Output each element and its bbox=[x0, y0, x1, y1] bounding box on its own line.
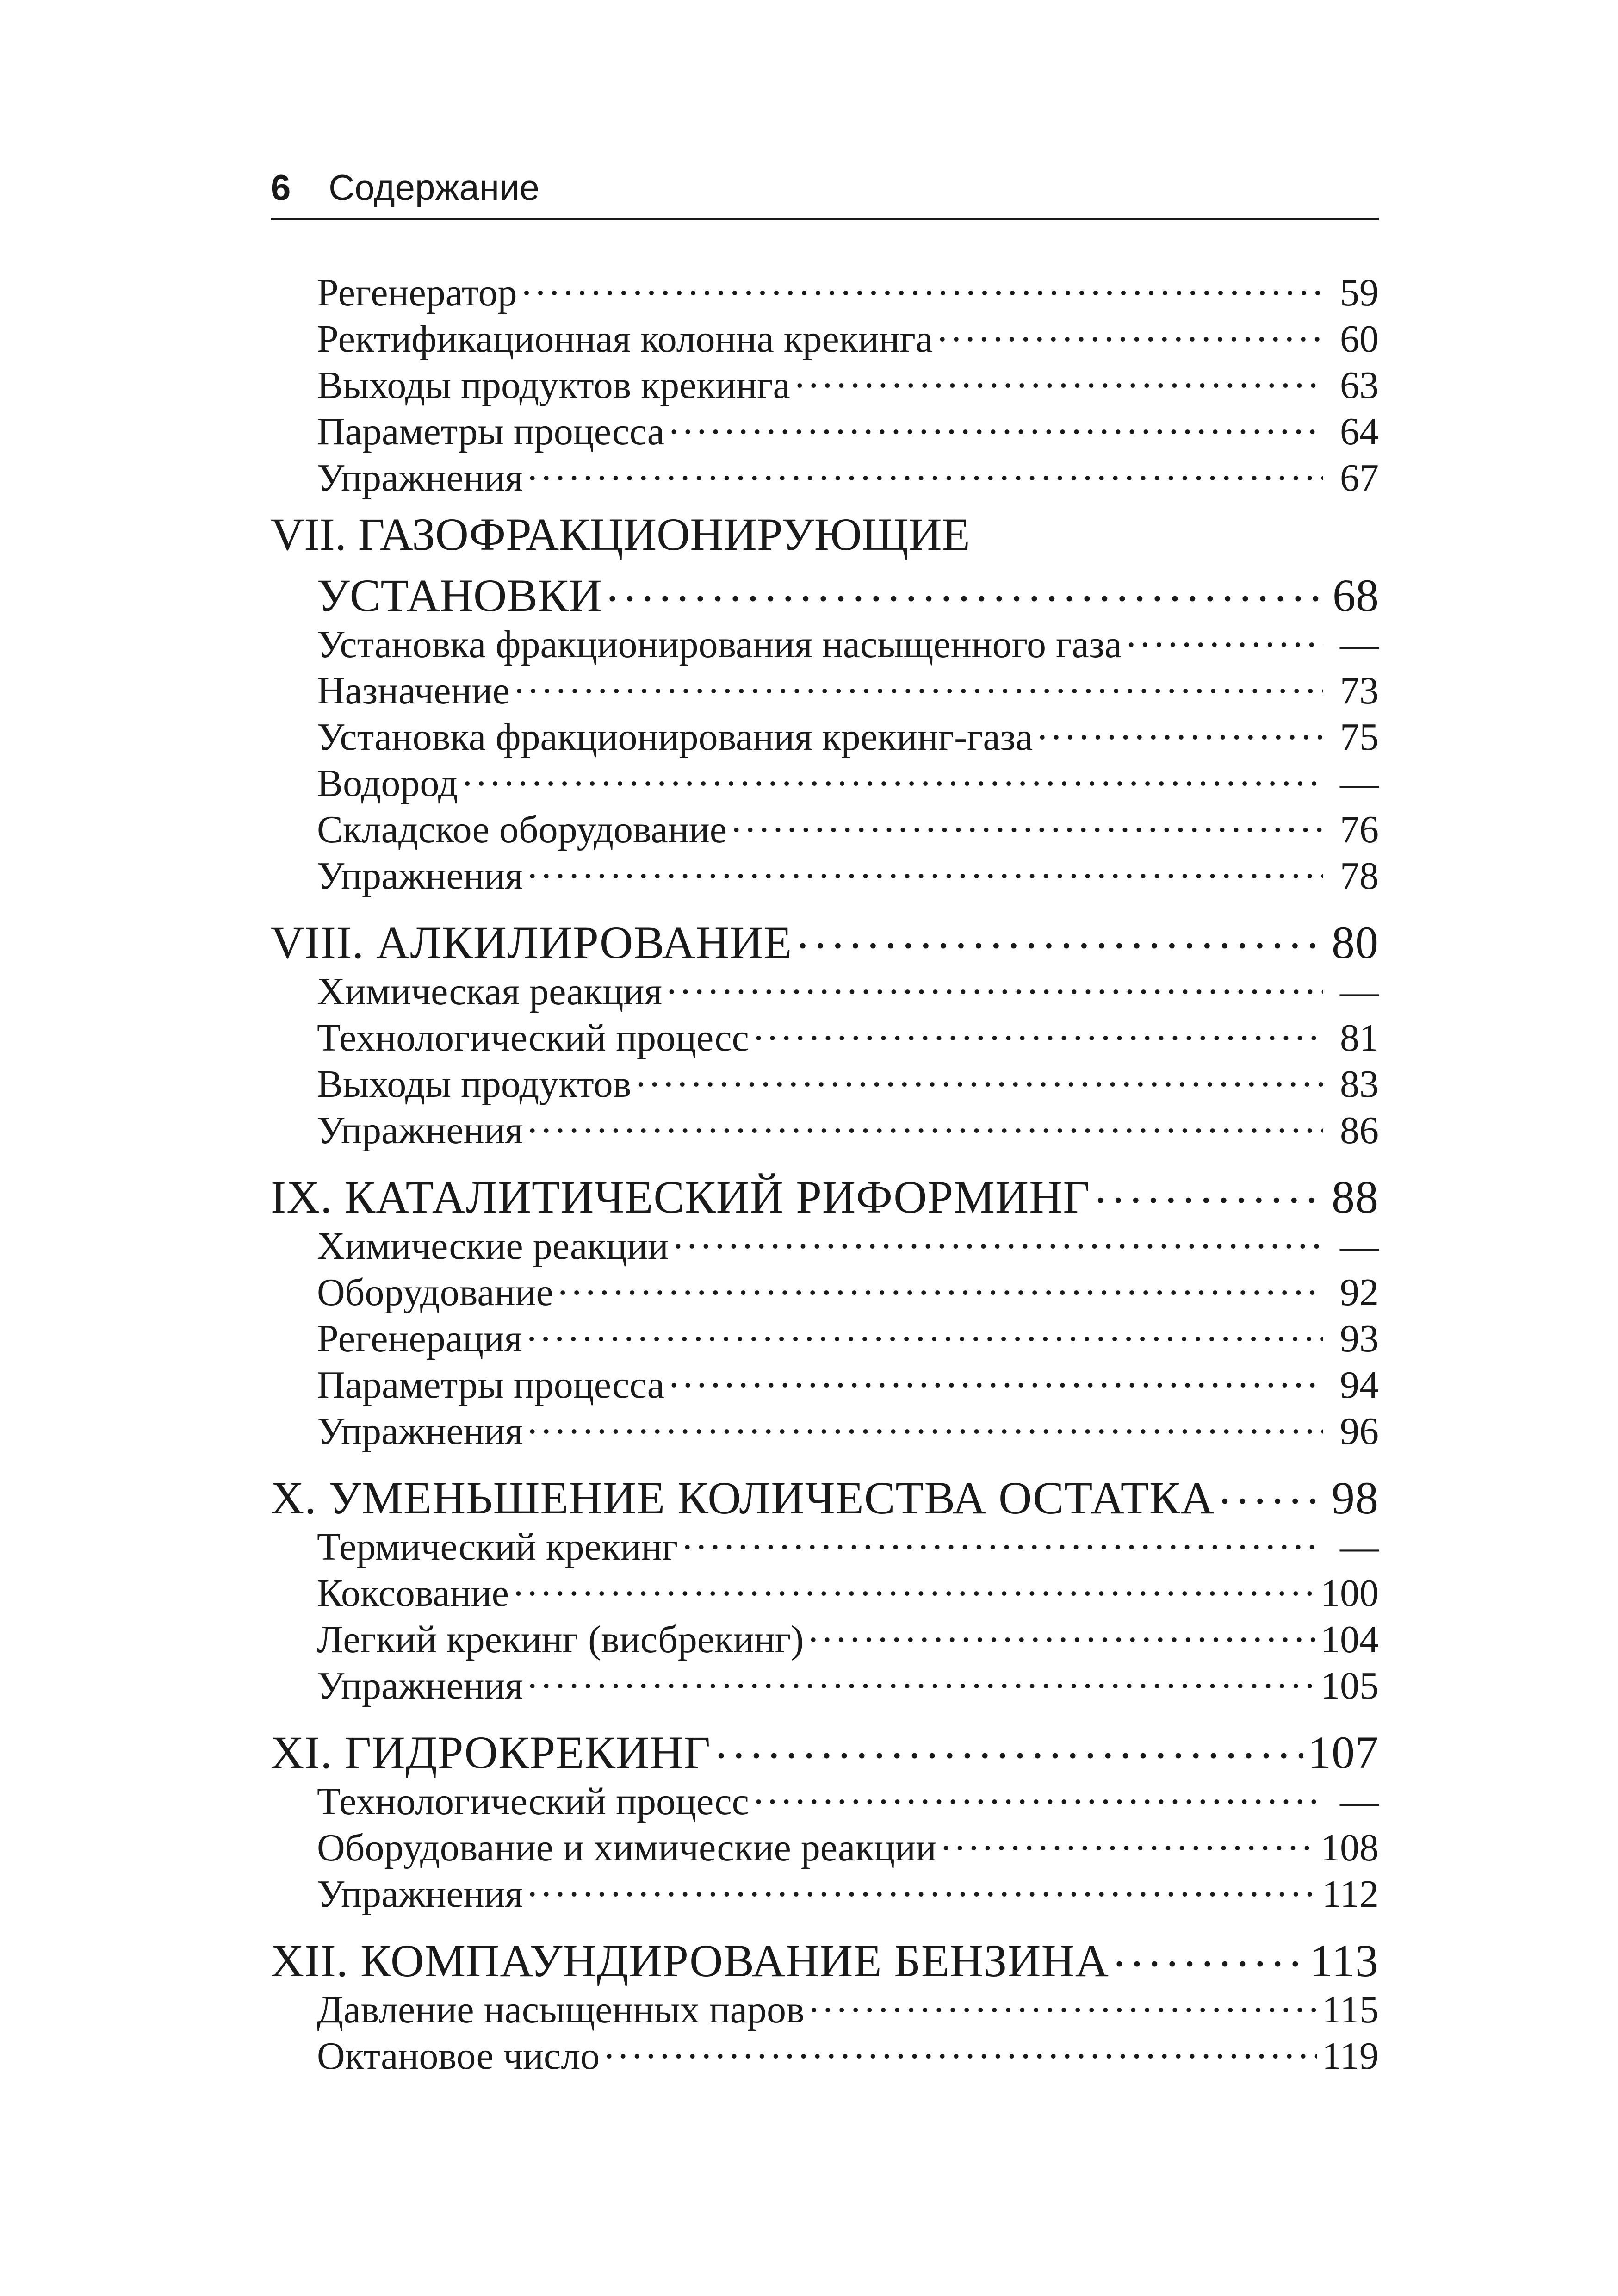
leader-dots bbox=[941, 1814, 1316, 1860]
chapter-title-line2: УСТАНОВКИ bbox=[317, 570, 602, 621]
toc-entry-page: 83 bbox=[1340, 1063, 1379, 1106]
leader-dots bbox=[754, 1004, 1323, 1051]
toc-entry-page: 115 bbox=[1322, 1988, 1379, 2031]
toc-entry-page: 73 bbox=[1340, 669, 1379, 712]
leader-dots bbox=[808, 1606, 1316, 1652]
toc-entry-label: Складское оборудование bbox=[317, 808, 727, 851]
leader-dots bbox=[604, 2022, 1317, 2069]
toc-entry-page: 64 bbox=[1340, 410, 1379, 453]
toc-entry-label: Регенератор bbox=[317, 271, 517, 314]
toc-entry-page: 63 bbox=[1340, 364, 1379, 407]
chapter-title: XI. ГИДРОКРЕКИНГ bbox=[271, 1727, 711, 1778]
toc-chapter-8 bbox=[271, 907, 1379, 1152]
toc-chapter-9 bbox=[271, 1162, 1379, 1453]
leader-dots bbox=[527, 1652, 1316, 1699]
toc-entry-page: 76 bbox=[1340, 808, 1379, 851]
leader-dots bbox=[527, 1305, 1323, 1351]
chapter-page: 107 bbox=[1308, 1727, 1379, 1778]
toc-entry-label: Упражнения bbox=[317, 1873, 523, 1916]
table-of-contents bbox=[271, 259, 1379, 2087]
leader-dots bbox=[527, 1097, 1323, 1143]
toc-chapter-12 bbox=[271, 1925, 1379, 2078]
leader-dots bbox=[527, 1860, 1317, 1907]
toc-entry-label: Выходы продуктов bbox=[317, 1063, 632, 1106]
chapter-page: 68 bbox=[1333, 570, 1379, 621]
toc-entry-page: 81 bbox=[1340, 1016, 1379, 1059]
chapter-heading[interactable] bbox=[271, 1717, 1379, 1778]
leader-dots bbox=[795, 352, 1323, 398]
chapter-title: X. УМЕНЬШЕНИЕ КОЛИЧЕСТВА ОСТАТКА bbox=[271, 1472, 1215, 1524]
leader-dots bbox=[754, 1768, 1323, 1814]
toc-entry-label: Химическая реакция bbox=[317, 970, 663, 1013]
toc-entry-label: Химические реакции bbox=[317, 1225, 669, 1268]
toc-entry-page: 86 bbox=[1340, 1109, 1379, 1152]
toc-entry-page: 59 bbox=[1340, 271, 1379, 314]
toc-chapter-10 bbox=[271, 1462, 1379, 1707]
leader-dots bbox=[521, 259, 1323, 305]
leader-dots bbox=[797, 907, 1323, 958]
toc-entry-page: 108 bbox=[1320, 1826, 1379, 1869]
leader-dots bbox=[636, 1051, 1323, 1097]
leader-dots bbox=[514, 1560, 1316, 1606]
toc-entry-page: — bbox=[1340, 623, 1379, 666]
chapter-page: 98 bbox=[1332, 1472, 1379, 1524]
toc-entry-label: Оборудование и химические реакции bbox=[317, 1826, 936, 1869]
toc-entry-page: 105 bbox=[1320, 1664, 1379, 1707]
toc-chapter-11 bbox=[271, 1717, 1379, 1916]
toc-entry-label: Регенерация bbox=[317, 1317, 522, 1360]
leader-dots bbox=[673, 1213, 1323, 1259]
toc-entry-page: — bbox=[1340, 1525, 1379, 1568]
toc-entry-label: Легкий крекинг (висбрекинг) bbox=[317, 1618, 804, 1661]
toc-entry-label: Выходы продуктов крекинга bbox=[317, 364, 790, 407]
chapter-page: 80 bbox=[1332, 917, 1379, 968]
toc-entry-label: Технологический процесс bbox=[317, 1780, 749, 1823]
toc-entry-page: 100 bbox=[1320, 1572, 1379, 1615]
leader-dots bbox=[515, 657, 1323, 703]
toc-entry-page: 93 bbox=[1340, 1317, 1379, 1360]
toc-entry-label: Установка фракционирования крекинг-газа bbox=[317, 716, 1033, 759]
leader-dots bbox=[937, 305, 1323, 352]
page-number: 6 bbox=[271, 167, 291, 208]
toc-entry-page: 96 bbox=[1340, 1410, 1379, 1453]
toc-entry-page: 112 bbox=[1322, 1873, 1379, 1916]
leader-dots bbox=[1126, 611, 1323, 657]
leader-dots bbox=[1114, 1925, 1305, 1976]
toc-entry-page: 67 bbox=[1340, 456, 1379, 499]
toc-entry-label: Ректификационная колонна крекинга bbox=[317, 317, 933, 361]
toc-entry-label: Установка фракционирования насыщенного газа bbox=[317, 623, 1122, 666]
leader-dots bbox=[669, 1351, 1323, 1398]
toc-entry-label: Параметры процесса bbox=[317, 1363, 664, 1406]
leader-dots bbox=[682, 1513, 1323, 1560]
toc-entry-label: Водород bbox=[317, 762, 458, 805]
leader-dots bbox=[527, 444, 1323, 491]
toc-entry-page: 94 bbox=[1340, 1363, 1379, 1406]
toc-entry-page: 119 bbox=[1322, 2035, 1379, 2078]
chapter-page: 113 bbox=[1309, 1935, 1379, 1986]
chapter-title: XII. КОМПАУНДИРОВАНИЕ БЕНЗИНА bbox=[271, 1935, 1109, 1986]
leader-dots bbox=[1095, 1162, 1323, 1213]
chapter-page: 88 bbox=[1332, 1171, 1379, 1223]
toc-chapter-6-continued bbox=[271, 259, 1379, 499]
toc-entry-label: Упражнения bbox=[317, 1664, 523, 1707]
toc-entry-label: Давление насыщенных паров bbox=[317, 1988, 805, 2031]
toc-entry-label: Оборудование bbox=[317, 1271, 553, 1314]
toc-entry-label: Назначение bbox=[317, 669, 510, 712]
toc-entry-label: Упражнения bbox=[317, 1109, 523, 1152]
leader-dots bbox=[667, 958, 1323, 1004]
toc-entry-page: — bbox=[1340, 762, 1379, 805]
chapter-heading[interactable] bbox=[271, 1462, 1379, 1524]
toc-chapter-7 bbox=[271, 509, 1379, 897]
chapter-heading[interactable] bbox=[271, 907, 1379, 968]
leader-dots bbox=[463, 750, 1323, 796]
toc-entry-page: 60 bbox=[1340, 317, 1379, 361]
leader-dots bbox=[527, 842, 1323, 889]
toc-entry-page: — bbox=[1340, 1225, 1379, 1268]
leader-dots bbox=[1219, 1462, 1323, 1513]
leader-dots bbox=[715, 1717, 1303, 1768]
leader-dots bbox=[558, 1259, 1323, 1305]
chapter-heading[interactable] bbox=[271, 1925, 1379, 1986]
chapter-heading[interactable] bbox=[271, 1162, 1379, 1223]
toc-entry-label: Технологический процесс bbox=[317, 1016, 749, 1059]
toc-entry-page: 104 bbox=[1320, 1618, 1379, 1661]
leader-dots bbox=[669, 398, 1323, 444]
chapter-title: IX. КАТАЛИТИЧЕСКИЙ РИФОРМИНГ bbox=[271, 1171, 1091, 1223]
toc-entry-page: — bbox=[1340, 1780, 1379, 1823]
toc-entry-label: Упражнения bbox=[317, 854, 523, 897]
chapter-title[interactable]: VII. ГАЗОФРАКЦИОНИРУЮЩИЕ bbox=[271, 509, 970, 560]
leader-dots bbox=[732, 796, 1323, 842]
leader-dots bbox=[607, 560, 1323, 611]
toc-entry-label: Упражнения bbox=[317, 456, 523, 499]
toc-entry-label: Октановое число bbox=[317, 2035, 600, 2078]
toc-entry-page: 92 bbox=[1340, 1271, 1379, 1314]
chapter-title: VIII. АЛКИЛИРОВАНИЕ bbox=[271, 917, 793, 968]
chapter-title-continued[interactable] bbox=[271, 560, 1379, 621]
toc-entry-label: Термический крекинг bbox=[317, 1525, 678, 1568]
toc-entry-page: 78 bbox=[1340, 854, 1379, 897]
leader-dots bbox=[527, 1398, 1323, 1444]
toc-entry-label: Упражнения bbox=[317, 1410, 523, 1453]
running-head bbox=[271, 157, 1379, 220]
toc-entry[interactable] bbox=[271, 259, 1379, 314]
toc-entry-label: Параметры процесса bbox=[317, 410, 664, 453]
toc-entry-page: — bbox=[1340, 970, 1379, 1013]
leader-dots bbox=[809, 1976, 1317, 2022]
running-title: Содержание bbox=[329, 167, 539, 208]
leader-dots bbox=[1037, 703, 1323, 750]
toc-entry-page: 75 bbox=[1340, 716, 1379, 759]
toc-entry-label: Коксование bbox=[317, 1572, 509, 1615]
